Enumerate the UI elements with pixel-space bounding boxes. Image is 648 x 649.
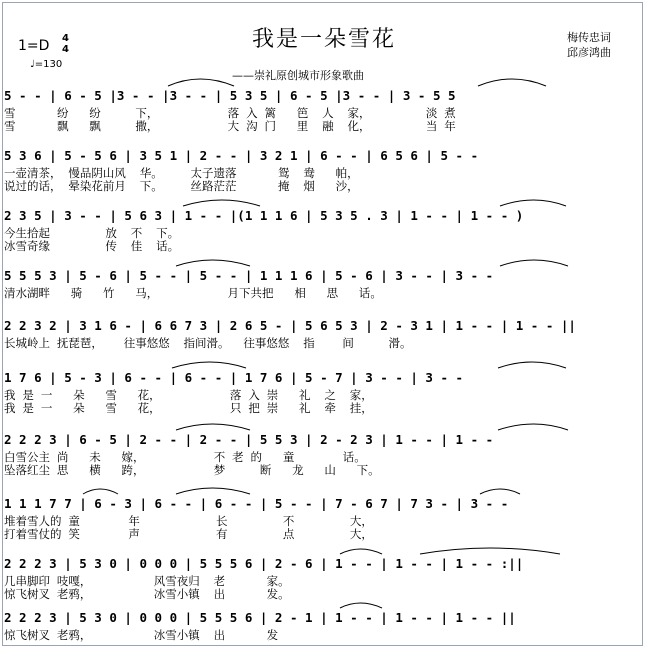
tie-arc xyxy=(176,488,250,494)
lyric-verse-2: 打着雪仗的 笑 声 有 点 大， xyxy=(4,527,373,541)
tie-arc xyxy=(480,489,520,494)
notation-row: 2 2 2 3 | 5 3 0 | 0 0 0 | 5 5 5 6 | 2 - 6 | 1 - - | 1 - - | 1 - - :|| xyxy=(4,556,524,571)
tie-arc xyxy=(168,79,234,86)
key-signature: 1=D xyxy=(18,38,50,54)
composer: 邱彦鸿曲 xyxy=(567,46,611,59)
song-title: 我是一朵雪花 xyxy=(251,27,396,52)
lyric-verse-2: 说过的话， 晕染花前月 下。 丝路茫茫 掩 烟 沙， xyxy=(4,179,359,193)
lyric-verse-1: 惊飞树叉 老鸦， 冰雪小镇 出 发 xyxy=(4,628,279,642)
tie-arc xyxy=(340,549,382,554)
lyric-verse-1: 我 是 一 朵 雪 花， 落 入 崇 礼 之 家， xyxy=(4,388,373,402)
notation-row: 5 3 6 | 5 - 5 6 | 3 5 1 | 2 - - | 3 2 1 | 6 - - | 6 5 6 | 5 - - xyxy=(4,148,479,163)
notation-row: 2 2 2 3 | 6 - 5 | 2 - - | 2 - - | 5 5 3 | 2 - 2 3 | 1 - - | 1 - - xyxy=(4,432,494,447)
tie-arc xyxy=(83,489,118,494)
lyric-verse-1: 雪 纷 纷 下， 落 入 篱 笆 人 家， 淡 煮 xyxy=(4,106,456,120)
tie-arc xyxy=(420,548,560,554)
lyric-verse-1: 今生拾起 放 不 下。 xyxy=(4,226,180,240)
song-subtitle: ——崇礼原创城市形象歌曲 xyxy=(232,69,364,82)
notation-row: 5 - - | 6 - 5 |3 - - |3 - - | 5 3 5 | 6 - 5 |3 - - | 3 - 5 5 xyxy=(4,88,456,103)
meter-bottom: 4 xyxy=(62,44,69,55)
lyric-verse-1: 白雪公主 尚 未 嫁， 不 老 的 童 话。 xyxy=(4,450,366,464)
lyric-verse-2: 坠落红尘 思 横 跨， 梦 断 龙 山 下。 xyxy=(4,463,380,477)
tie-arc xyxy=(478,79,546,86)
lyric-verse-1: 堆着雪人的 童 年 长 不 大， xyxy=(4,514,373,528)
lyric-verse-1: 一壶清茶， 慢品阴山风 华。 太子遗落 鸳 鸯 帕， xyxy=(4,166,359,180)
tie-arc xyxy=(176,424,250,430)
notation-row: 2 2 3 2 | 3 1 6 - | 6 6 7 3 | 2 6 5 - | 5 6 5 3 | 2 - 3 1 | 1 - - | 1 - - || xyxy=(4,318,576,333)
tie-arc xyxy=(498,424,568,430)
tie-arc xyxy=(500,200,566,206)
tempo-marking: ♩=130 xyxy=(30,59,63,70)
notation-row: 5 5 5 3 | 5 - 6 | 5 - - | 5 - - | 1 1 1 6 | 5 - 6 | 3 - - | 3 - - xyxy=(4,268,494,283)
notation-row: 1 7 6 | 5 - 3 | 6 - - | 6 - - | 1 7 6 | 5 - 7 | 3 - - | 3 - - xyxy=(4,370,464,385)
lyricist: 梅传忠词 xyxy=(567,31,611,44)
tie-arc xyxy=(500,260,568,266)
lyric-verse-2: 冰雪奇缘 传 佳 话。 xyxy=(4,239,180,253)
notation-row: 2 2 2 3 | 5 3 0 | 0 0 0 | 5 5 5 6 | 2 - 1 | 1 - - | 1 - - | 1 - - || xyxy=(4,610,516,625)
lyric-verse-1: 几串脚印 吱嘎， 风雪夜归 老 家。 xyxy=(4,574,290,588)
lyric-verse-2: 我 是 一 朵 雪 花， 只 把 崇 礼 牵 挂， xyxy=(4,401,373,415)
tie-arc xyxy=(498,362,566,368)
lyric-verse-2: 雪 飘 飘 撒， 大 沟 门 里 融 化， 当 年 xyxy=(4,119,456,133)
notation-row: 2 3 5 | 3 - - | 5 6 3 | 1 - - |(1 1 1 6 | 5 3 5 . 3 | 1 - - | 1 - - ) xyxy=(4,208,524,223)
notation-row: 1 1 1 7 7 | 6 - 3 | 6 - - | 6 - - | 5 - - | 7 - 6 7 | 7 3 - | 3 - - xyxy=(4,496,509,511)
lyric-verse-2: 惊飞树叉 老鸦， 冰雪小镇 出 发。 xyxy=(4,587,290,601)
meter-top: 4 xyxy=(62,33,69,44)
lyric-verse-1: 清水湖畔 骑 竹 马， 月下共把 相 思 话。 xyxy=(4,286,382,300)
tie-arc xyxy=(183,200,260,206)
tie-arc xyxy=(176,260,250,266)
tie-arc xyxy=(340,603,382,608)
lyric-verse-1: 长城岭上 抚琵琶， 往事悠悠 指间滑。 往事悠悠 指 间 滑。 xyxy=(4,336,412,350)
tie-arc xyxy=(172,362,246,368)
